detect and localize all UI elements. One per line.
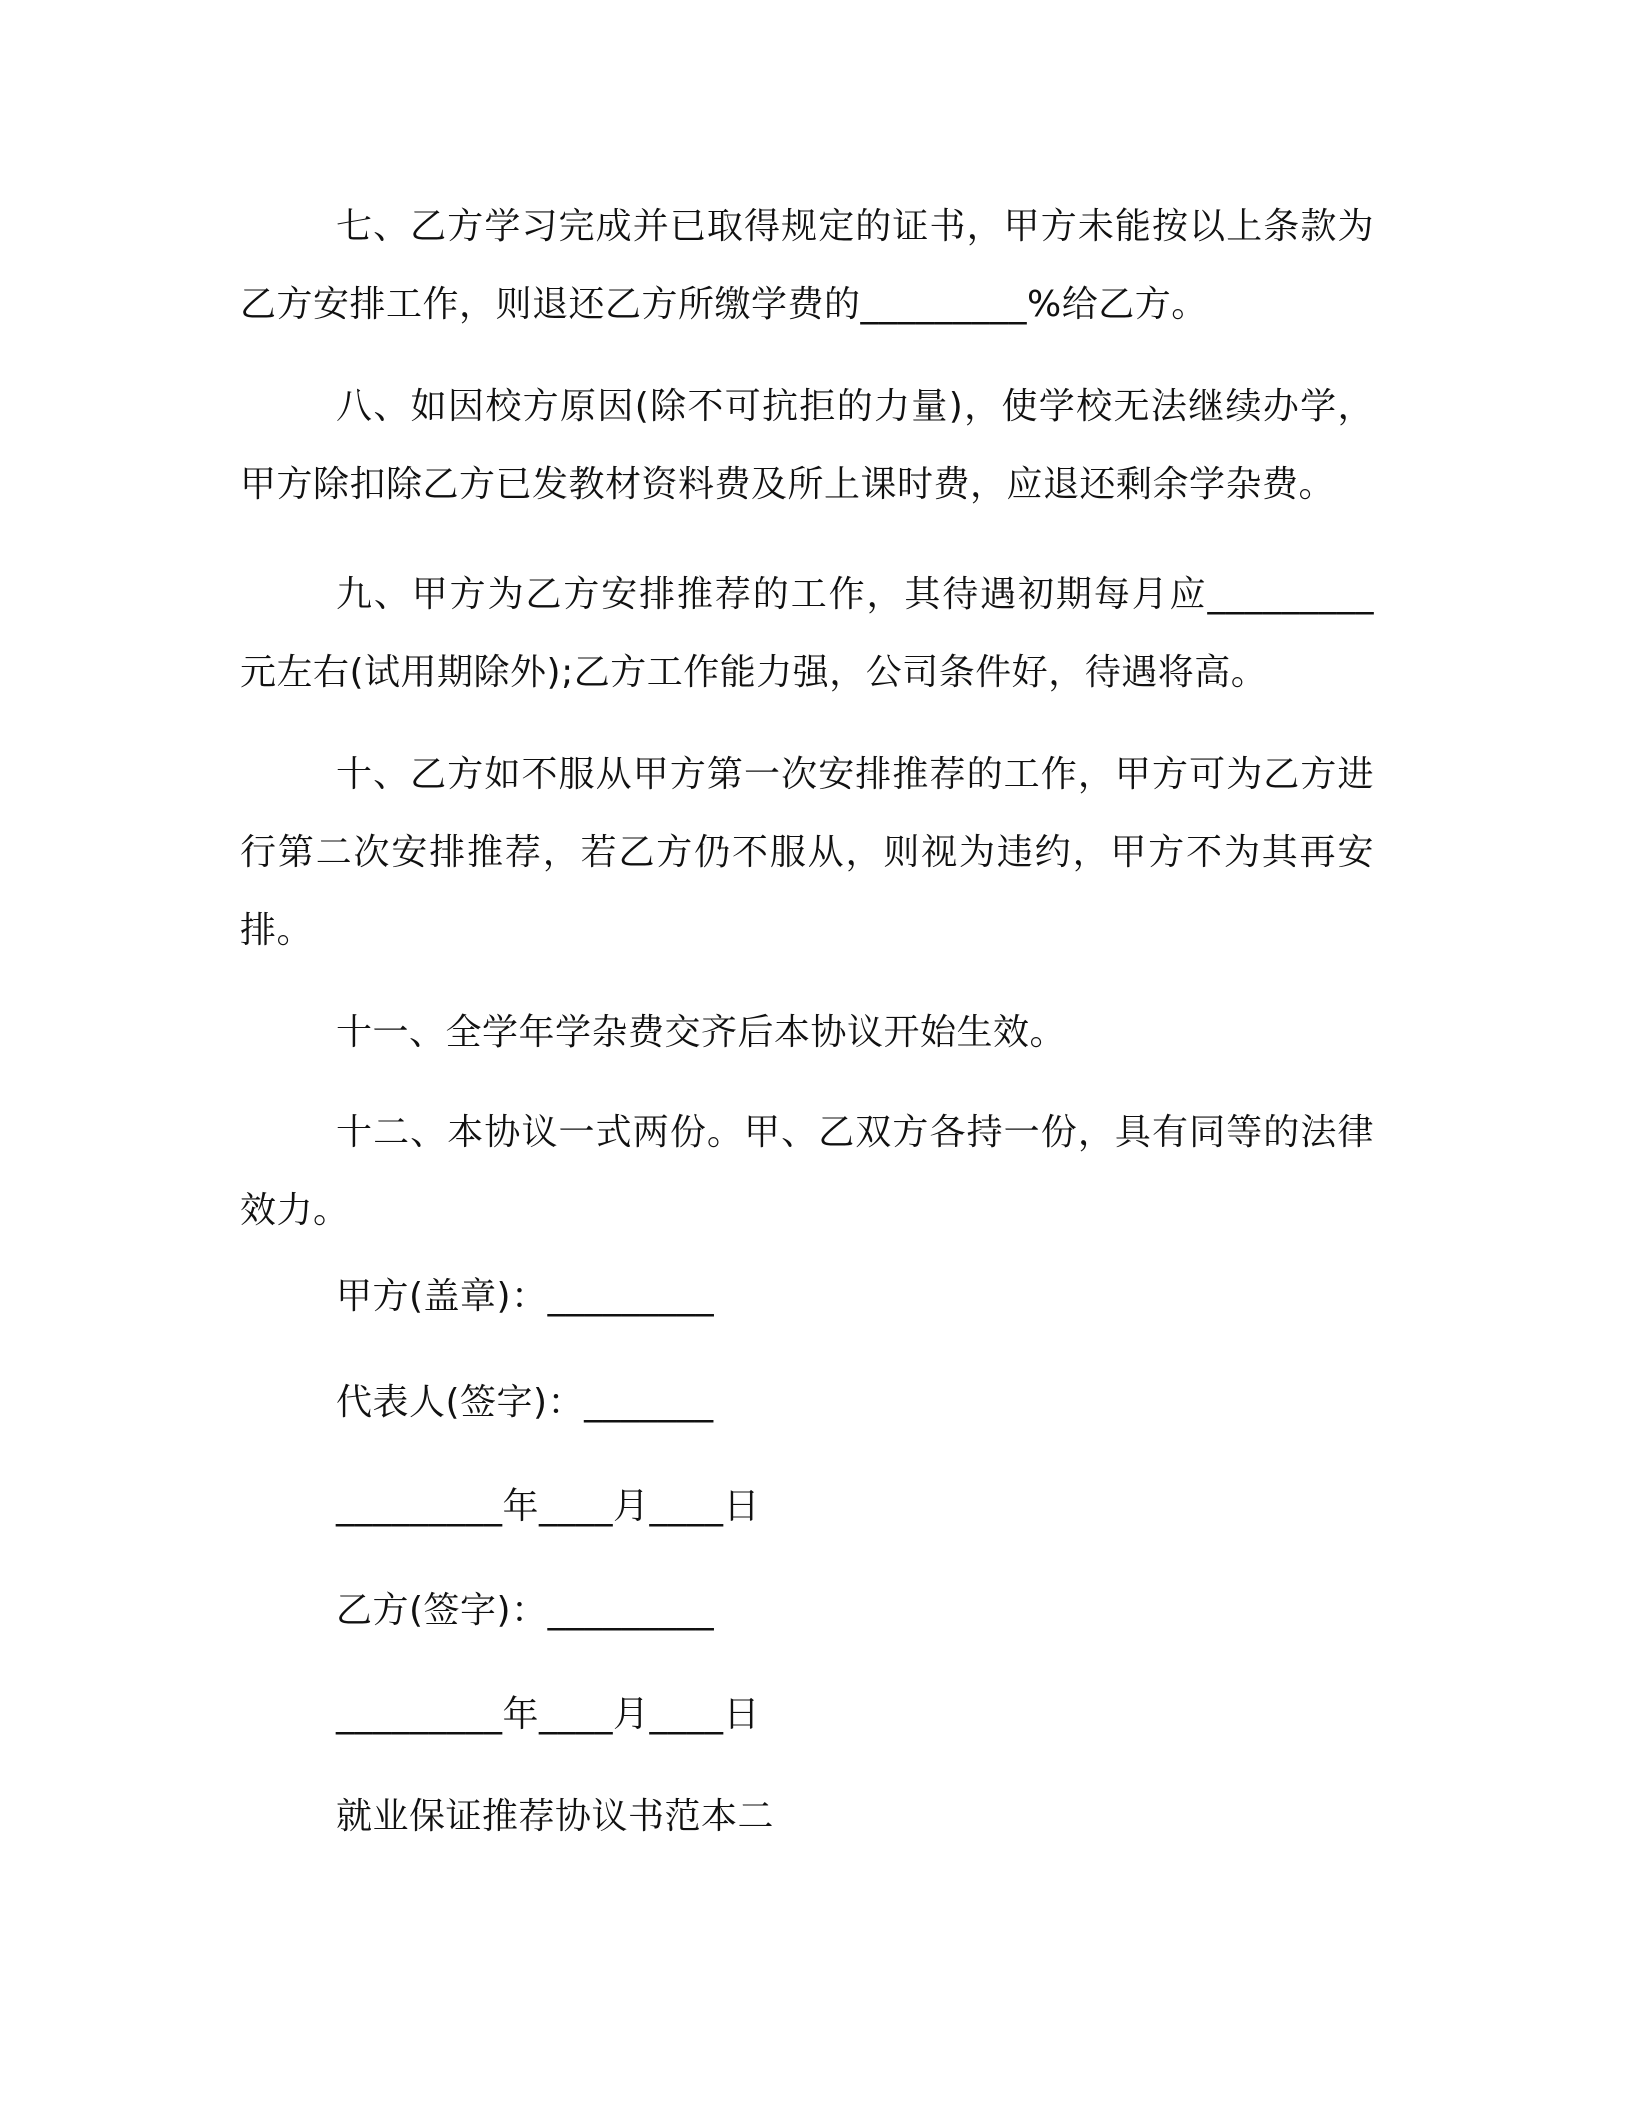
representative-signature-line: 代表人(签字)：_______	[336, 1382, 714, 1423]
clause-10: 十、乙方如不服从甲方第一次安排推荐的工作，甲方可为乙方进行第二次安排推荐，若乙方仍不服从，则视为违约，甲方不为其再安排。	[240, 754, 1374, 951]
clause-11: 十一、全学年学杂费交齐后本协议开始生效。	[336, 1012, 1067, 1053]
clause-7: 七、乙方学习完成并已取得规定的证书，甲方未能按以上条款为乙方安排工作，则退还乙方所缴学费的_________%给乙方。	[240, 206, 1374, 325]
clause-8: 八、如因校方原因(除不可抗拒的力量)，使学校无法继续办学，甲方除扣除乙方已发教材资料费及所上课时费，应退还剩余学杂费。	[240, 386, 1374, 505]
party-a-seal-line: 甲方(盖章)：_________	[336, 1276, 715, 1317]
document-body	[240, 188, 1374, 1276]
clause-9: 九、甲方为乙方安排推荐的工作，其待遇初期每月应_________元左右(试用期除外);乙方工作能力强，公司条件好，待遇将高。	[240, 574, 1374, 693]
next-section-title: 就业保证推荐协议书范本二	[336, 1796, 775, 1837]
party-a-date-line: _________年____月____日	[336, 1486, 760, 1527]
party-b-signature-line: 乙方(签字)：_________	[336, 1590, 715, 1631]
clause-12: 十二、本协议一式两份。甲、乙双方各持一份，具有同等的法律效力。	[240, 1112, 1374, 1231]
party-b-date-line: _________年____月____日	[336, 1694, 760, 1735]
